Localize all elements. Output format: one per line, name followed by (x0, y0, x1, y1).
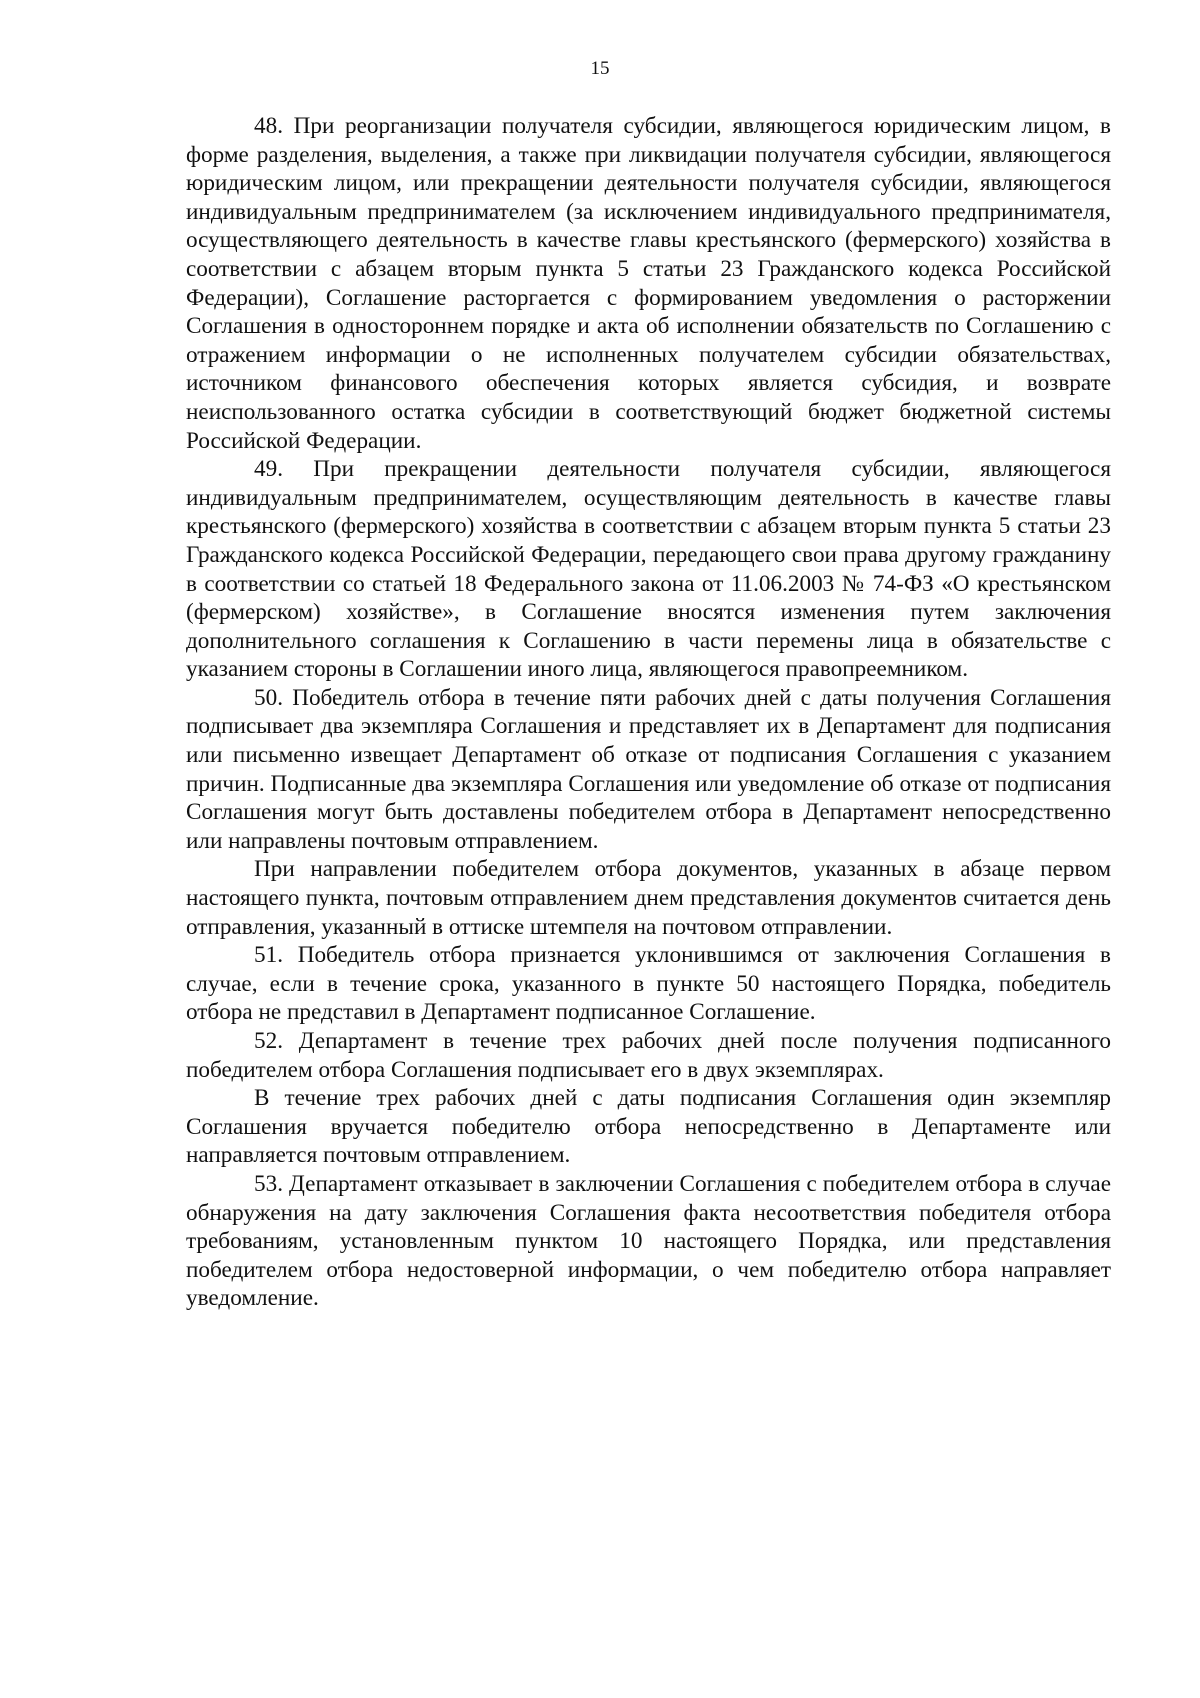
paragraph-50-second: При направлении победителем отбора документов, указанных в абзаце первом настоящего пункта, почтовым отправлением днем представления документов считается день отправления, указанный в оттиске штемпеля на почтовом отправлении. (186, 856, 1111, 940)
paragraph-52-second: В течение трех рабочих дней с даты подписания Соглашения один экземпляр Соглашения вручается победителю отбора непосредственно в Департаменте или направляется почтовым отправлением. (186, 1085, 1111, 1169)
document-body (186, 112, 1111, 1313)
paragraph-49: 49. При прекращении деятельности получателя субсидии, являющегося индивидуальным предпринимателем, осуществляющим деятельность в качестве главы крестьянского (фермерского) хозяйства в соответствии с абзацем вторым пункта 5 статьи 23 Гражданского кодекса Российской Федерации, передающего свои права другому гражданину в соответствии со статьей 18 Федерального закона от 11.06.2003 № 74-ФЗ «О крестьянском (фермерском) хозяйстве», в Соглашение вносятся изменения путем заключения дополнительного соглашения к Соглашению в части перемены лица в обязательстве с указанием стороны в Соглашении иного лица, являющегося правопреемником. (186, 456, 1111, 683)
page-number: 15 (590, 58, 610, 79)
paragraph-53: 53. Департамент отказывает в заключении Соглашения с победителем отбора в случае обнаружения на дату заключения Соглашения факта несоответствия победителя отбора требованиям, установленным пунктом 10 настоящего Порядка, или представления победителем отбора недостоверной информации, о чем победителю отбора направляет уведомление. (186, 1170, 1111, 1312)
paragraph-48: 48. При реорганизации получателя субсидии, являющегося юридическим лицом, в форме разделения, выделения, а также при ликвидации получателя субсидии, являющегося юридическим лицом, или прекращении деятельности получателя субсидии, являющегося индивидуальным предпринимателем (за исключением индивидуального предпринимателя, осуществляющего деятельность в качестве главы крестьянского (фермерского) хозяйства в соответствии с абзацем вторым пункта 5 статьи 23 Гражданского кодекса Российской Федерации), Соглашение расторгается с формированием уведомления о расторжении Соглашения в одностороннем порядке и акта об исполнении обязательств по Соглашению с отражением информации о не исполненных получателем субсидии обязательствах, источником финансового обеспечения которых является субсидия, и возврате неиспользованного остатка субсидии в соответствующий бюджет бюджетной системы Российской Федерации. (186, 113, 1111, 454)
paragraph-51: 51. Победитель отбора признается уклонившимся от заключения Соглашения в случае, если в течение срока, указанного в пункте 50 настоящего Порядка, победитель отбора не представил в Департамент подписанное Соглашение. (186, 942, 1111, 1026)
paragraph-50: 50. Победитель отбора в течение пяти рабочих дней с даты получения Соглашения подписывает два экземпляра Соглашения и представляет их в Департамент для подписания или письменно извещает Департамент об отказе от подписания Соглашения с указанием причин. Подписанные два экземпляра Соглашения или уведомление об отказе от подписания Соглашения могут быть доставлены победителем отбора в Департамент непосредственно или направлены почтовым отправлением. (186, 684, 1111, 854)
paragraph-52: 52. Департамент в течение трех рабочих дней после получения подписанного победителем отбора Соглашения подписывает его в двух экземплярах. (186, 1028, 1111, 1083)
